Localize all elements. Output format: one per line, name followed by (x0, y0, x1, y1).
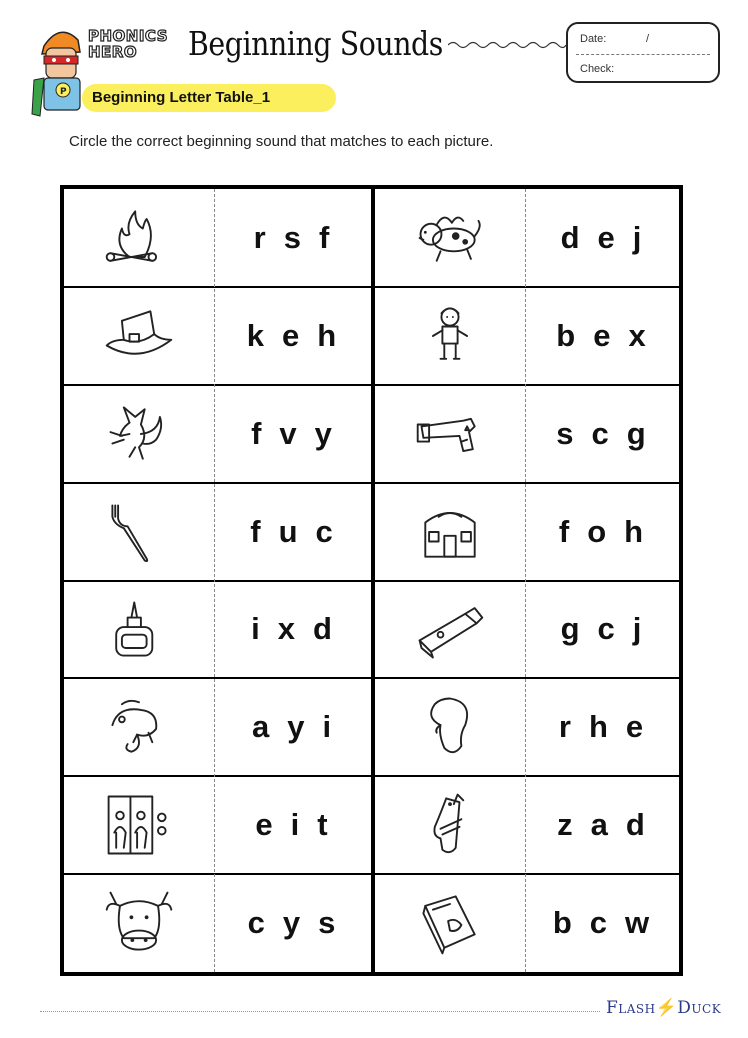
picture-cell-left (64, 581, 214, 679)
letter-choice[interactable]: u (278, 513, 300, 549)
letter-choice[interactable]: b (556, 317, 578, 353)
worksheet-subtitle: Beginning Letter Table_1 (82, 84, 336, 112)
boy-icon (412, 300, 488, 372)
letters-cell-right (525, 287, 679, 385)
letter-choice[interactable]: f (319, 219, 332, 255)
chameleon-icon (101, 691, 177, 763)
picture-cell-right (375, 287, 525, 385)
letter-choice[interactable]: e (282, 317, 302, 353)
letters-cell-right (525, 385, 679, 483)
gun-icon (412, 398, 488, 470)
letters-cell-left (214, 874, 371, 972)
letters-cell-left (214, 385, 371, 483)
letter-choice[interactable]: r (558, 709, 573, 745)
picture-cell-right (375, 874, 525, 972)
letters-cell-right (525, 581, 679, 679)
letter-choice[interactable]: i (322, 709, 334, 745)
letter-choice[interactable]: x (277, 611, 297, 647)
page-title: Beginning Sounds (188, 24, 443, 63)
letter-choice[interactable]: o (587, 513, 609, 549)
check-label: Check: (580, 63, 615, 75)
picture-cell-left (64, 678, 214, 776)
fire-icon (101, 202, 177, 274)
picture-cell-left (64, 287, 214, 385)
footer-divider (40, 1011, 600, 1012)
letter-choice[interactable]: j (632, 219, 644, 255)
squiggle-decoration (448, 38, 566, 52)
brand-part2: Duck (677, 998, 722, 1018)
letter-choice[interactable]: a (251, 709, 272, 745)
letter-choice[interactable]: w (625, 905, 652, 941)
letter-choice[interactable]: j (632, 611, 644, 647)
picture-cell-right (375, 385, 525, 483)
glue-icon (101, 593, 177, 665)
letters-cell-right (525, 874, 679, 972)
letter-choice[interactable]: c (315, 513, 335, 549)
hat-icon (101, 300, 177, 372)
letter-choice[interactable]: i (251, 611, 262, 647)
letter-choice[interactable]: t (317, 807, 330, 843)
book-icon (412, 887, 488, 959)
letter-choice[interactable]: e (625, 709, 646, 745)
letters-cell-left (214, 287, 371, 385)
dashed-divider (214, 189, 215, 972)
letters-cell-left (214, 776, 371, 874)
date-check-box (566, 22, 720, 83)
letter-choice[interactable]: f (250, 513, 263, 549)
letter-choice[interactable]: y (282, 905, 303, 941)
letters-cell-left (214, 581, 371, 679)
picture-cell-left (64, 189, 214, 287)
letter-choice[interactable]: e (255, 807, 275, 843)
letter-choice[interactable]: x (628, 317, 648, 353)
date-slash: / (646, 33, 650, 45)
elevator-icon (101, 789, 177, 861)
letter-choice[interactable]: e (597, 219, 617, 255)
picture-cell-left (64, 776, 214, 874)
letter-choice[interactable]: s (283, 219, 303, 255)
letter-choice[interactable]: s (318, 905, 338, 941)
head-icon (412, 691, 488, 763)
picture-cell-left (64, 874, 214, 972)
letter-choice[interactable]: h (588, 709, 610, 745)
letter-table (60, 185, 683, 976)
letter-choice[interactable]: r (253, 219, 268, 255)
phonics-hero-logo (88, 28, 168, 60)
instruction-text: Circle the correct beginning sound that matches to each picture. (69, 133, 494, 150)
letter-choice[interactable]: h (317, 317, 339, 353)
logo-line2: HERO (88, 43, 138, 61)
letter-choice[interactable]: s (556, 415, 576, 451)
logo-line1: PHONICS (88, 27, 169, 45)
letter-choice[interactable]: z (557, 807, 575, 843)
letter-choice[interactable]: c (589, 905, 610, 941)
brand-part1: Flash (606, 998, 656, 1018)
picture-cell-left (64, 483, 214, 581)
flashduck-logo (606, 998, 721, 1018)
letter-choice[interactable]: g (626, 415, 648, 451)
date-divider (576, 54, 710, 55)
fox-icon (101, 398, 177, 470)
picture-cell-right (375, 776, 525, 874)
letter-choice[interactable]: y (314, 415, 334, 451)
letters-cell-left (214, 483, 371, 581)
letter-choice[interactable]: d (625, 807, 647, 843)
letter-choice[interactable]: k (246, 317, 267, 353)
letters-cell-left (214, 189, 371, 287)
letters-cell-right (525, 189, 679, 287)
letter-choice[interactable]: e (593, 317, 613, 353)
letter-choice[interactable]: y (287, 709, 307, 745)
fork-icon (101, 496, 177, 568)
picture-cell-right (375, 678, 525, 776)
dog-icon (412, 202, 488, 274)
gum-icon (412, 593, 488, 665)
letter-choice[interactable]: d (312, 611, 334, 647)
lightning-icon: ⚡ (655, 998, 678, 1018)
letter-choice[interactable]: d (560, 219, 582, 255)
letters-cell-right (525, 678, 679, 776)
dashed-divider (525, 189, 526, 972)
date-label: Date: (580, 33, 607, 45)
letter-choice[interactable]: c (247, 905, 267, 941)
cow-icon (101, 887, 177, 959)
letter-choice[interactable]: f (558, 513, 572, 549)
letter-choice[interactable]: f (251, 415, 264, 451)
picture-cell-left (64, 385, 214, 483)
letter-choice[interactable]: c (597, 611, 617, 647)
letter-choice[interactable]: c (591, 415, 611, 451)
letter-choice[interactable]: a (590, 807, 610, 843)
house-icon (412, 496, 488, 568)
picture-cell-right (375, 483, 525, 581)
letter-choice[interactable]: i (290, 807, 302, 843)
svg-text:P: P (60, 87, 67, 97)
picture-cell-right (375, 189, 525, 287)
picture-cell-right (375, 581, 525, 679)
alligator-icon (412, 789, 488, 861)
letter-choice[interactable]: b (552, 905, 574, 941)
letters-cell-right (525, 776, 679, 874)
phonics-hero-mascot-icon (30, 18, 90, 118)
letters-cell-right (525, 483, 679, 581)
letter-choice[interactable]: h (624, 513, 646, 549)
letters-cell-left (214, 678, 371, 776)
letter-choice[interactable]: g (560, 611, 582, 647)
letter-choice[interactable]: v (279, 415, 299, 451)
